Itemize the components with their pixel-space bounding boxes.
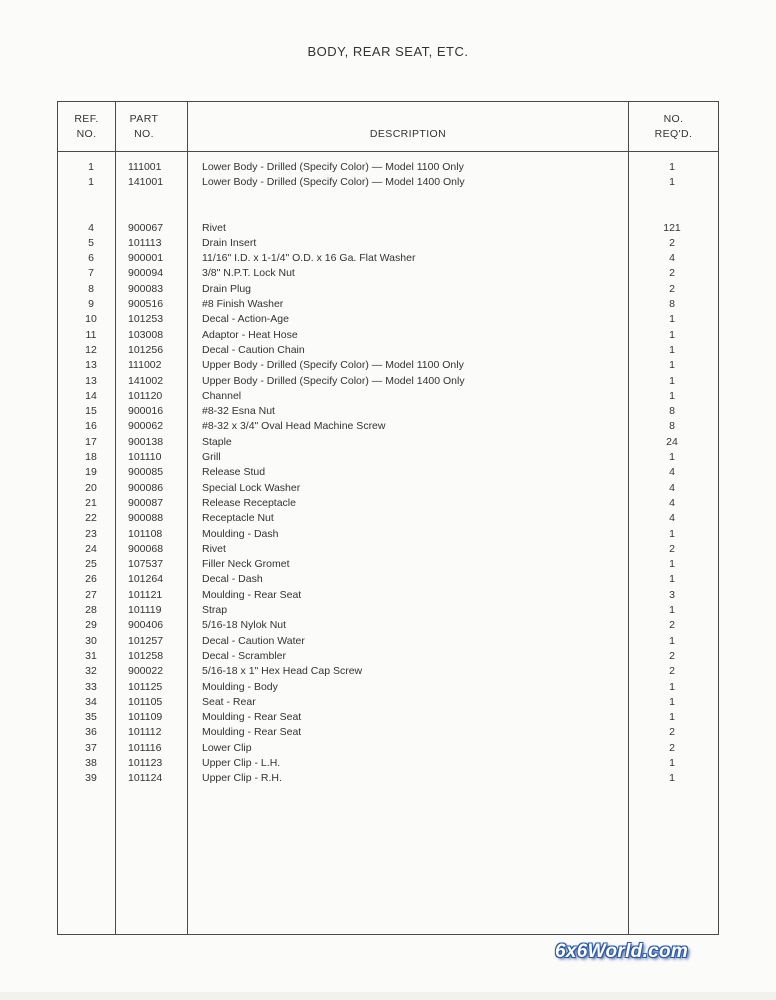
table-row [58,527,718,542]
description-cell: Staple [202,435,232,448]
table-row [58,389,718,404]
table-row [58,710,718,725]
description-cell: Upper Clip - L.H. [202,756,281,769]
part-number-cell: 101253 [128,313,164,326]
description-cell: Moulding - Body [202,680,278,693]
part-number-cell: 111002 [128,359,162,372]
ref-cell: 27 [85,588,97,601]
ref-cell: 4 [88,221,94,234]
table-row [58,465,718,480]
table-row [58,236,718,251]
quantity-cell: 4 [669,512,675,525]
description-cell: Special Lock Washer [202,481,301,494]
quantity-cell: 1 [669,680,675,693]
table-row [58,358,718,373]
quantity-cell: 4 [669,252,675,265]
quantity-cell: 1 [669,573,675,586]
ref-cell: 15 [85,405,97,418]
ref-cell: 38 [85,756,97,769]
ref-cell: 5 [88,236,94,249]
part-number-cell: 900087 [128,496,164,509]
description-cell: Release Receptacle [202,496,296,509]
header-part-line2: NO. [134,128,154,140]
table-row [58,618,718,633]
part-number-cell: 111001 [128,161,162,173]
quantity-cell: 4 [669,496,675,509]
table-row [58,680,718,695]
quantity-cell: 1 [669,604,675,617]
part-number-cell: 900406 [128,619,164,632]
table-row [58,511,718,526]
description-cell: Decal - Caution Chain [202,343,305,356]
part-number-cell: 900068 [128,542,164,555]
ref-cell: 23 [85,527,97,540]
table-row [58,481,718,496]
table-row [58,557,718,572]
table-row [58,450,718,465]
part-number-cell: 101116 [128,741,162,754]
part-number-cell: 101256 [128,343,164,356]
description-cell: Lower Body - Drilled (Specify Color) — Model 1100 Only [202,161,464,173]
table-row [58,266,718,281]
description-cell: Moulding - Rear Seat [202,726,302,739]
part-number-cell: 101112 [128,726,162,739]
description-cell: Channel [202,389,242,402]
quantity-cell: 2 [669,282,675,295]
quantity-cell: 1 [669,558,675,571]
part-number-cell: 900086 [128,481,164,494]
header-part [116,112,172,142]
description-cell: Rivet [202,542,226,555]
quantity-cell: 4 [669,466,675,479]
description-cell: Adaptor - Heat Hose [202,328,298,341]
ref-cell: 32 [85,665,97,678]
table-row [58,634,718,649]
quantity-cell: 1 [669,634,675,647]
ref-cell: 17 [85,435,97,448]
header-description: DESCRIPTION [369,128,447,140]
table-row [58,664,718,679]
ref-cell: 28 [85,604,97,617]
table-row [58,542,718,557]
header-ref-line1: REF. [74,113,99,125]
description-cell: #8 Finish Washer [202,298,284,311]
part-number-cell: 101120 [128,389,163,402]
quantity-cell: 1 [669,328,675,341]
ref-cell: 13 [85,374,97,387]
part-number-cell: 103008 [128,328,164,341]
table-row [58,725,718,740]
part-number-cell: 900062 [128,420,164,433]
quantity-cell: 1 [669,359,675,372]
watermark-logo: 6x6World.com [555,941,689,962]
header-ref [58,112,115,142]
quantity-cell: 8 [669,405,675,418]
ref-cell: 7 [88,267,94,280]
ref-cell: 36 [85,726,97,739]
quantity-cell: 1 [669,176,675,189]
description-cell: Lower Body - Drilled (Specify Color) — Model 1400 Only [202,176,465,189]
quantity-cell: 1 [669,527,675,540]
quantity-cell: 2 [669,726,675,739]
quantity-cell: 2 [669,542,675,555]
description-cell: Drain Insert [202,236,257,249]
part-number-cell: 900001 [128,252,164,265]
header-qty-line2: REQ'D. [654,128,693,140]
part-number-cell: 101124 [128,772,163,785]
ref-cell: 10 [85,313,97,326]
part-number-cell: 101105 [128,695,163,708]
description-cell: Lower Clip [202,741,252,754]
quantity-cell: 24 [666,435,678,448]
quantity-cell: 1 [669,451,675,464]
ref-cell: 16 [85,420,97,433]
table-row [58,695,718,710]
table-row [58,251,718,266]
ref-cell: 26 [85,573,97,586]
table-row [58,312,718,327]
part-number-cell: 900016 [128,405,164,418]
quantity-cell: 2 [669,236,675,249]
part-number-cell: 101264 [128,573,164,586]
description-cell: Receptacle Nut [202,512,274,525]
quantity-cell: 1 [669,161,675,173]
header-ref-line2: NO. [76,128,97,140]
part-number-cell: 141002 [128,374,164,387]
quantity-cell: 2 [669,665,675,678]
ref-cell: 29 [85,619,97,632]
quantity-cell: 2 [669,619,675,632]
header-part-line1: PART [129,113,159,125]
header-qty [629,112,718,142]
description-cell: Moulding - Dash [202,527,279,540]
table-row [58,756,718,771]
ref-cell: 8 [88,282,94,295]
ref-cell: 24 [85,542,97,555]
scan-edge [0,992,776,1000]
table-row [58,175,718,190]
ref-cell: 9 [88,298,94,311]
description-cell: Moulding - Rear Seat [202,588,302,601]
ref-cell: 19 [85,466,97,479]
part-number-cell: 900138 [128,435,164,448]
table-row [58,771,718,786]
part-number-cell: 101121 [128,588,163,601]
description-cell: Upper Clip - R.H. [202,772,282,785]
quantity-cell: 2 [669,649,675,662]
description-cell: Upper Body - Drilled (Specify Color) — Model 1400 Only [202,374,465,387]
quantity-cell: 8 [669,298,675,311]
part-number-cell: 141001 [128,176,164,189]
table-row [58,496,718,511]
description-cell: 3/8" N.P.T. Lock Nut [202,267,295,280]
description-cell: #8-32 Esna Nut [202,405,275,418]
part-number-cell: 900085 [128,466,164,479]
part-number-cell: 900083 [128,282,164,295]
ref-cell: 13 [85,359,97,372]
table-row [58,741,718,756]
ref-cell: 34 [85,695,97,708]
description-cell: Decal - Caution Water [202,634,305,647]
quantity-cell: 1 [669,313,675,326]
table-row [58,221,718,236]
table-row [58,374,718,389]
description-cell: Decal - Action-Age [202,313,289,326]
table-row [58,603,718,618]
part-number-cell: 101125 [128,680,163,693]
header-divider [58,151,718,152]
table-row [58,588,718,603]
part-number-cell: 900088 [128,512,164,525]
table-row [58,404,718,419]
part-number-cell: 101108 [128,527,163,540]
page-title: BODY, REAR SEAT, ETC. [307,44,469,59]
part-number-cell: 900094 [128,267,164,280]
ref-cell: 30 [85,634,97,647]
table-row [58,343,718,358]
description-cell: Upper Body - Drilled (Specify Color) — Model 1100 Only [202,359,464,372]
description-cell: #8-32 x 3/4" Oval Head Machine Screw [202,420,386,433]
ref-cell: 21 [85,496,97,509]
ref-cell: 12 [85,343,97,356]
quantity-cell: 1 [669,756,675,769]
table-row [58,649,718,664]
part-number-cell: 900022 [128,665,164,678]
ref-cell: 6 [88,252,94,265]
description-cell: Decal - Scrambler [202,649,287,662]
description-cell: 5/16-18 x 1" Hex Head Cap Screw [202,665,363,678]
ref-cell: 1 [88,176,94,189]
description-cell: Decal - Dash [202,573,263,586]
part-number-cell: 101123 [128,756,163,769]
quantity-cell: 4 [669,481,675,494]
part-number-cell: 900067 [128,221,164,234]
part-number-cell: 101257 [128,634,164,647]
quantity-cell: 1 [669,711,675,724]
ref-cell: 25 [85,558,97,571]
quantity-cell: 2 [669,741,675,754]
quantity-cell: 1 [669,374,675,387]
quantity-cell: 1 [669,343,675,356]
table-row [58,419,718,434]
quantity-cell: 2 [669,267,675,280]
part-number-cell: 107537 [128,558,164,571]
ref-cell: 11 [85,328,97,341]
ref-cell: 20 [85,481,97,494]
description-cell: Filler Neck Gromet [202,558,290,571]
table-row [58,297,718,312]
table-row [58,160,718,175]
description-cell: 5/16-18 Nylok Nut [202,619,287,632]
table-row [58,282,718,297]
quantity-cell: 8 [669,420,675,433]
ref-cell: 35 [85,711,97,724]
ref-cell: 22 [85,512,97,525]
ref-cell: 1 [88,161,94,173]
ref-cell: 33 [85,680,97,693]
part-number-cell: 101119 [128,604,162,617]
parts-table [57,101,719,935]
table-body [58,160,718,787]
quantity-cell: 1 [669,695,675,708]
description-cell: Rivet [202,221,226,234]
ref-cell: 31 [85,649,97,662]
table-row [58,328,718,343]
part-number-cell: 101258 [128,649,164,662]
quantity-cell: 1 [669,772,675,785]
description-cell: Moulding - Rear Seat [202,711,302,724]
ref-cell: 14 [85,389,97,402]
description-cell: 11/16" I.D. x 1-1/4" O.D. x 16 Ga. Flat Washer [202,252,416,265]
part-number-cell: 101109 [128,711,163,724]
table-row [58,435,718,450]
ref-cell: 39 [85,772,97,785]
header-qty-line1: NO. [663,113,684,125]
part-number-cell: 101113 [128,236,162,249]
description-cell: Release Stud [202,466,266,479]
description-cell: Strap [202,604,228,617]
description-cell: Grill [202,451,221,464]
part-number-cell: 101110 [128,451,162,464]
ref-cell: 37 [85,741,97,754]
ref-cell: 18 [85,451,97,464]
part-number-cell: 900516 [128,298,164,311]
table-row [58,572,718,587]
quantity-cell: 121 [663,221,681,234]
quantity-cell: 1 [669,389,675,402]
description-cell: Drain Plug [202,282,252,295]
quantity-cell: 3 [669,588,675,601]
description-cell: Seat - Rear [202,695,256,708]
